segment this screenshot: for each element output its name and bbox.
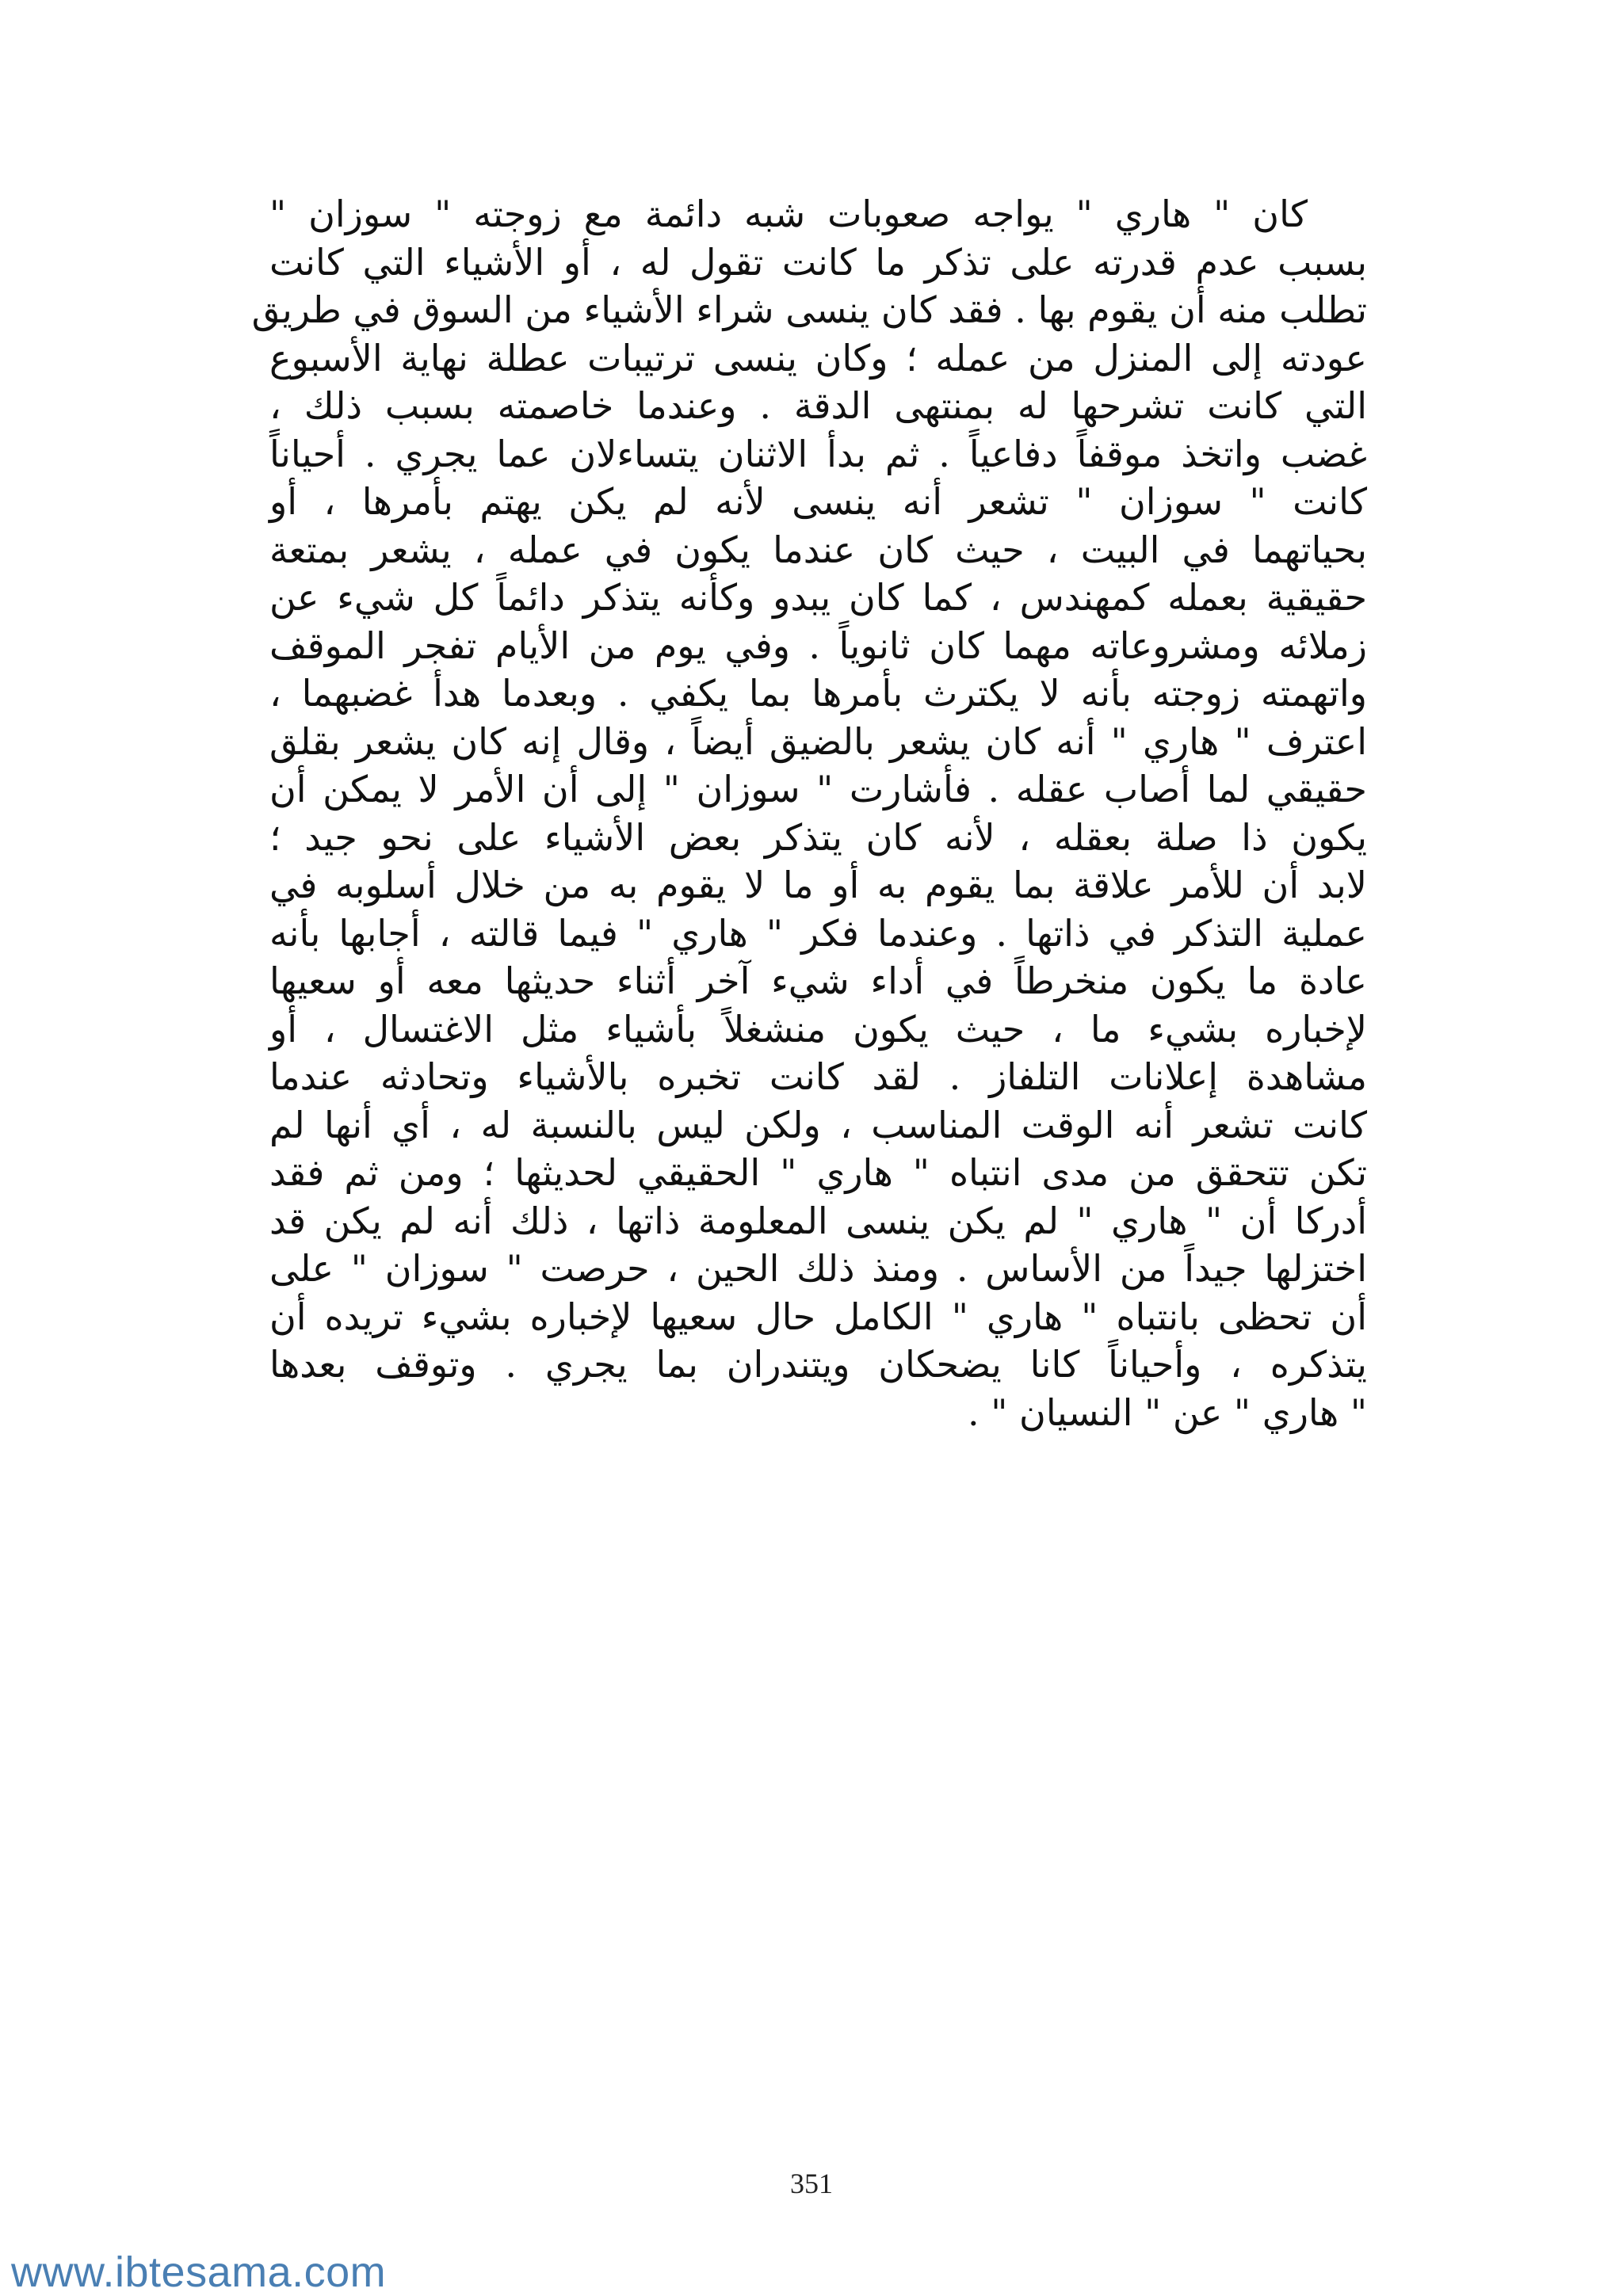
paragraph-line: مشاهدة إعلانات التلفاز . لقد كانت تخبره بالأشياء وتحادثه عندما xyxy=(269,1055,1367,1098)
paragraph-line: تطلب منه أن يقوم بها . فقد كان ينسى شراء الأشياء من السوق في طريق xyxy=(251,288,1367,331)
paragraph-line: اعترف " هاري " أنه كان يشعر بالضيق أيضاً ، وقال إنه كان يشعر بقلق xyxy=(269,719,1367,763)
paragraph-line: التي كانت تشرحها له بمنتهى الدقة . وعندما خاصمته بسبب ذلك ، xyxy=(269,384,1367,427)
paragraph-line: يكون ذا صلة بعقله ، لأنه كان يتذكر بعض الأشياء على نحو جيد ؛ xyxy=(269,815,1367,859)
paragraph-line: كانت " سوزان " تشعر أنه ينسى لأنه لم يكن يهتم بأمرها ، أو xyxy=(269,480,1367,523)
paragraph-line: زملائه ومشروعاته مهما كان ثانوياً . وفي يوم من الأيام تفجر الموقف xyxy=(269,624,1367,667)
paragraph xyxy=(251,190,1367,1436)
paragraph-line: غضب واتخذ موقفاً دفاعياً . ثم بدأ الاثنان يتساءلان عما يجري . أحياناً xyxy=(269,432,1367,475)
paragraph-line: اختزلها جيداً من الأساس . ومنذ ذلك الحين ، حرصت " سوزان " على xyxy=(269,1247,1367,1290)
paragraph-line: لإخباره بشيء ما ، حيث يكون منشغلاً بأشياء مثل الاغتسال ، أو xyxy=(269,1007,1367,1051)
paragraph-line: عودته إلى المنزل من عمله ؛ وكان ينسى ترتيبات عطلة نهاية الأسبوع xyxy=(269,336,1367,379)
paragraph-line: " هاري " عن " النسيان " . xyxy=(968,1390,1367,1434)
paragraph-line: يتذكره ، وأحياناً كانا يضحكان ويتندران بما يجري . وتوقف بعدها xyxy=(269,1343,1367,1386)
paragraph-line: حقيقي لما أصاب عقله . فأشارت " سوزان " إلى أن الأمر لا يمكن أن xyxy=(269,768,1367,810)
paragraph-line: بحياتهما في البيت ، حيث كان عندما يكون في عمله ، يشعر بمتعة xyxy=(269,528,1367,571)
paragraph-line: تكن تتحقق من مدى انتباه " هاري " الحقيقي لحديثها ؛ ومن ثم فقد xyxy=(269,1151,1367,1194)
paragraph-line: واتهمته زوجته بأنه لا يكترث بأمرها بما يكفي . وبعدما هدأ غضبهما ، xyxy=(269,672,1367,715)
paragraph-line: بسبب عدم قدرته على تذكر ما كانت تقول له ، أو الأشياء التي كانت xyxy=(269,240,1367,284)
paragraph-line: كانت تشعر أنه الوقت المناسب ، ولكن ليس بالنسبة له ، أي أنها لم xyxy=(269,1103,1367,1146)
paragraph-line: عملية التذكر في ذاتها . وعندما فكر " هاري " فيما قالته ، أجابها بأنه xyxy=(269,911,1367,955)
paragraph-line: لابد أن للأمر علاقة بما يقوم به أو ما لا يقوم به من خلال أسلوبه في xyxy=(269,864,1367,906)
page-number: 351 xyxy=(790,2168,833,2199)
paragraph-line: حقيقية بعمله كمهندس ، كما كان يبدو وكأنه يتذكر دائماً كل شيء عن xyxy=(269,576,1367,619)
paragraph-line: عادة ما يكون منخرطاً في أداء شيء آخر أثناء حديثها معه أو سعيها xyxy=(269,959,1367,1002)
paragraph-line: كان " هاري " يواجه صعوبات شبه دائمة مع زوجته " سوزان " xyxy=(269,193,1308,235)
paragraph-line: أن تحظى بانتباه " هاري " الكامل حال سعيها لإخباره بشيء تريده أن xyxy=(269,1295,1367,1338)
paragraph-line: أدركا أن " هاري " لم يكن ينسى المعلومة ذاتها ، ذلك أنه لم يكن قد xyxy=(269,1199,1367,1242)
watermark-url: www.ibtesama.com xyxy=(11,2248,387,2296)
